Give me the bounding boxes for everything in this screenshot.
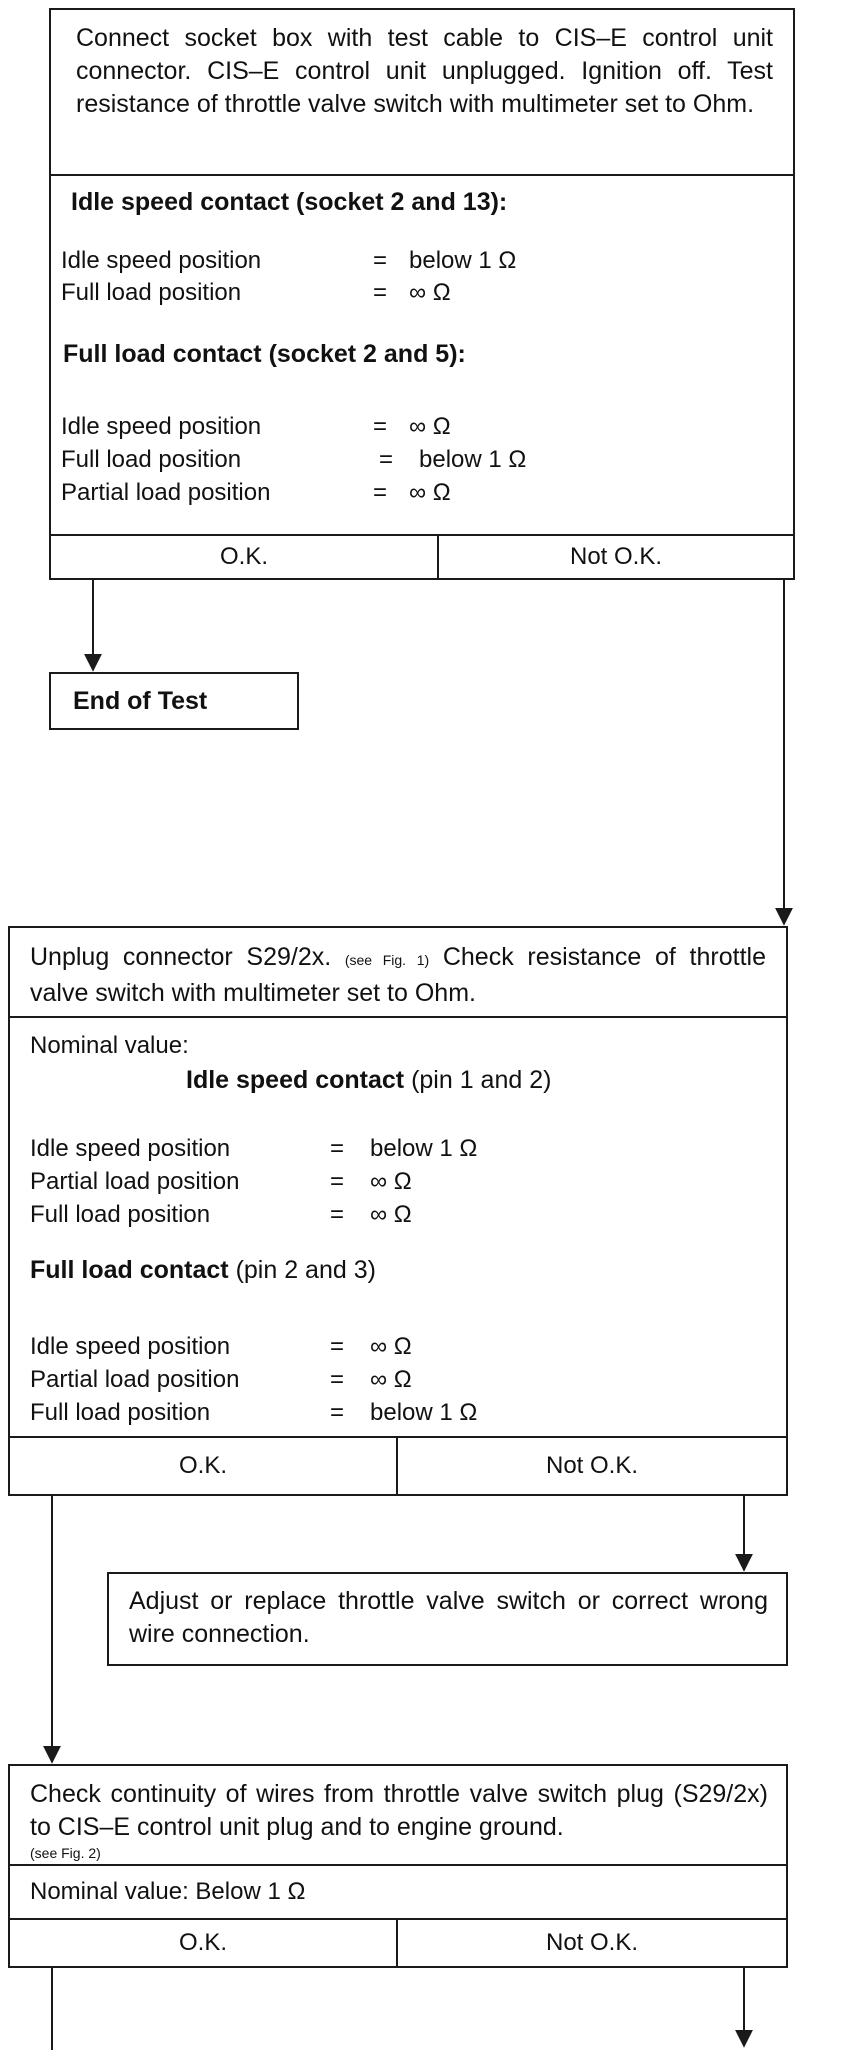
equals-sign: = [330,1168,345,1195]
row-value: ∞ Ω [370,1366,412,1393]
step2-not-ok-cell: Not O.K. [396,1438,786,1494]
equals-sign: = [373,413,388,440]
step2-idle-heading-bold: Idle speed contact [186,1066,405,1094]
equals-sign: = [330,1333,345,1360]
step3-nominal: Nominal value: Below 1 Ω [30,1878,306,1905]
step3-instruction-text: Check continuity of wires from throttle valve switch plug (S29/2x) to CIS–E control unit plug and to engine ground. [30,1780,768,1841]
row-value: ∞ Ω [409,279,451,306]
step1-full-heading: Full load contact (socket 2 and 5): [63,340,466,368]
end-of-test-label: End of Test [73,686,208,715]
row-label: Idle speed position [61,413,262,440]
step2-full-heading-bold: Full load contact [30,1256,229,1284]
step1-not-ok-cell: Not O.K. [437,536,793,578]
row-label: Partial load position [30,1366,240,1393]
step2-idle-heading-rest: (pin 1 and 2) [411,1066,552,1094]
equals-sign: = [373,279,388,306]
row-value: below 1 Ω [370,1135,478,1162]
row-value: below 1 Ω [419,446,527,473]
step1-idle-heading: Idle speed contact (socket 2 and 13): [71,188,508,216]
row-label: Full load position [30,1399,211,1426]
equals-sign: = [373,479,388,506]
equals-sign: = [330,1399,345,1426]
step2-fig-ref: (see Fig. 1) [344,952,430,968]
row-value: ∞ Ω [370,1201,412,1228]
row-value: ∞ Ω [409,413,451,440]
row-value: ∞ Ω [370,1333,412,1360]
row-value: below 1 Ω [409,247,517,274]
row-label: Full load position [30,1201,211,1228]
step2-instruction-a: Unplug connector S29/2x. [30,943,332,971]
equals-sign: = [330,1135,345,1162]
step1-instruction: Connect socket box with test cable to CIS–E control unit connector. CIS–E control unit unplugged. Ignition off. Test resistance of throttle valve switch with multimeter set to Ohm. [76,24,773,118]
row-value: below 1 Ω [370,1399,478,1426]
step2-instruction-b: Check resistance of throttle valve switch with multimeter set to Ohm. [30,943,766,1007]
step3-fig-ref: (see Fig. 2) [30,1845,101,1861]
row-label: Idle speed position [30,1333,231,1360]
row-value: ∞ Ω [409,479,451,506]
row-value: ∞ Ω [370,1168,412,1195]
adjust-text: Adjust or replace throttle valve switch or correct wrong wire connection. [129,1587,768,1648]
row-label: Idle speed position [30,1135,231,1162]
equals-sign: = [379,446,394,473]
step2-full-heading-rest: (pin 2 and 3) [235,1256,376,1284]
row-label: Full load position [61,279,242,306]
step2-ok-cell: O.K. [178,1452,227,1479]
row-label: Partial load position [30,1168,240,1195]
equals-sign: = [330,1366,345,1393]
step3-ok-cell: O.K. [178,1929,227,1956]
equals-sign: = [373,247,388,274]
row-label: Full load position [61,446,242,473]
row-label: Partial load position [61,479,271,506]
step3-not-ok-cell: Not O.K. [396,1920,786,1966]
step2-nominal-label: Nominal value: [30,1032,189,1059]
step1-ok-cell: O.K. [219,543,268,570]
equals-sign: = [330,1201,345,1228]
row-label: Idle speed position [61,247,262,274]
